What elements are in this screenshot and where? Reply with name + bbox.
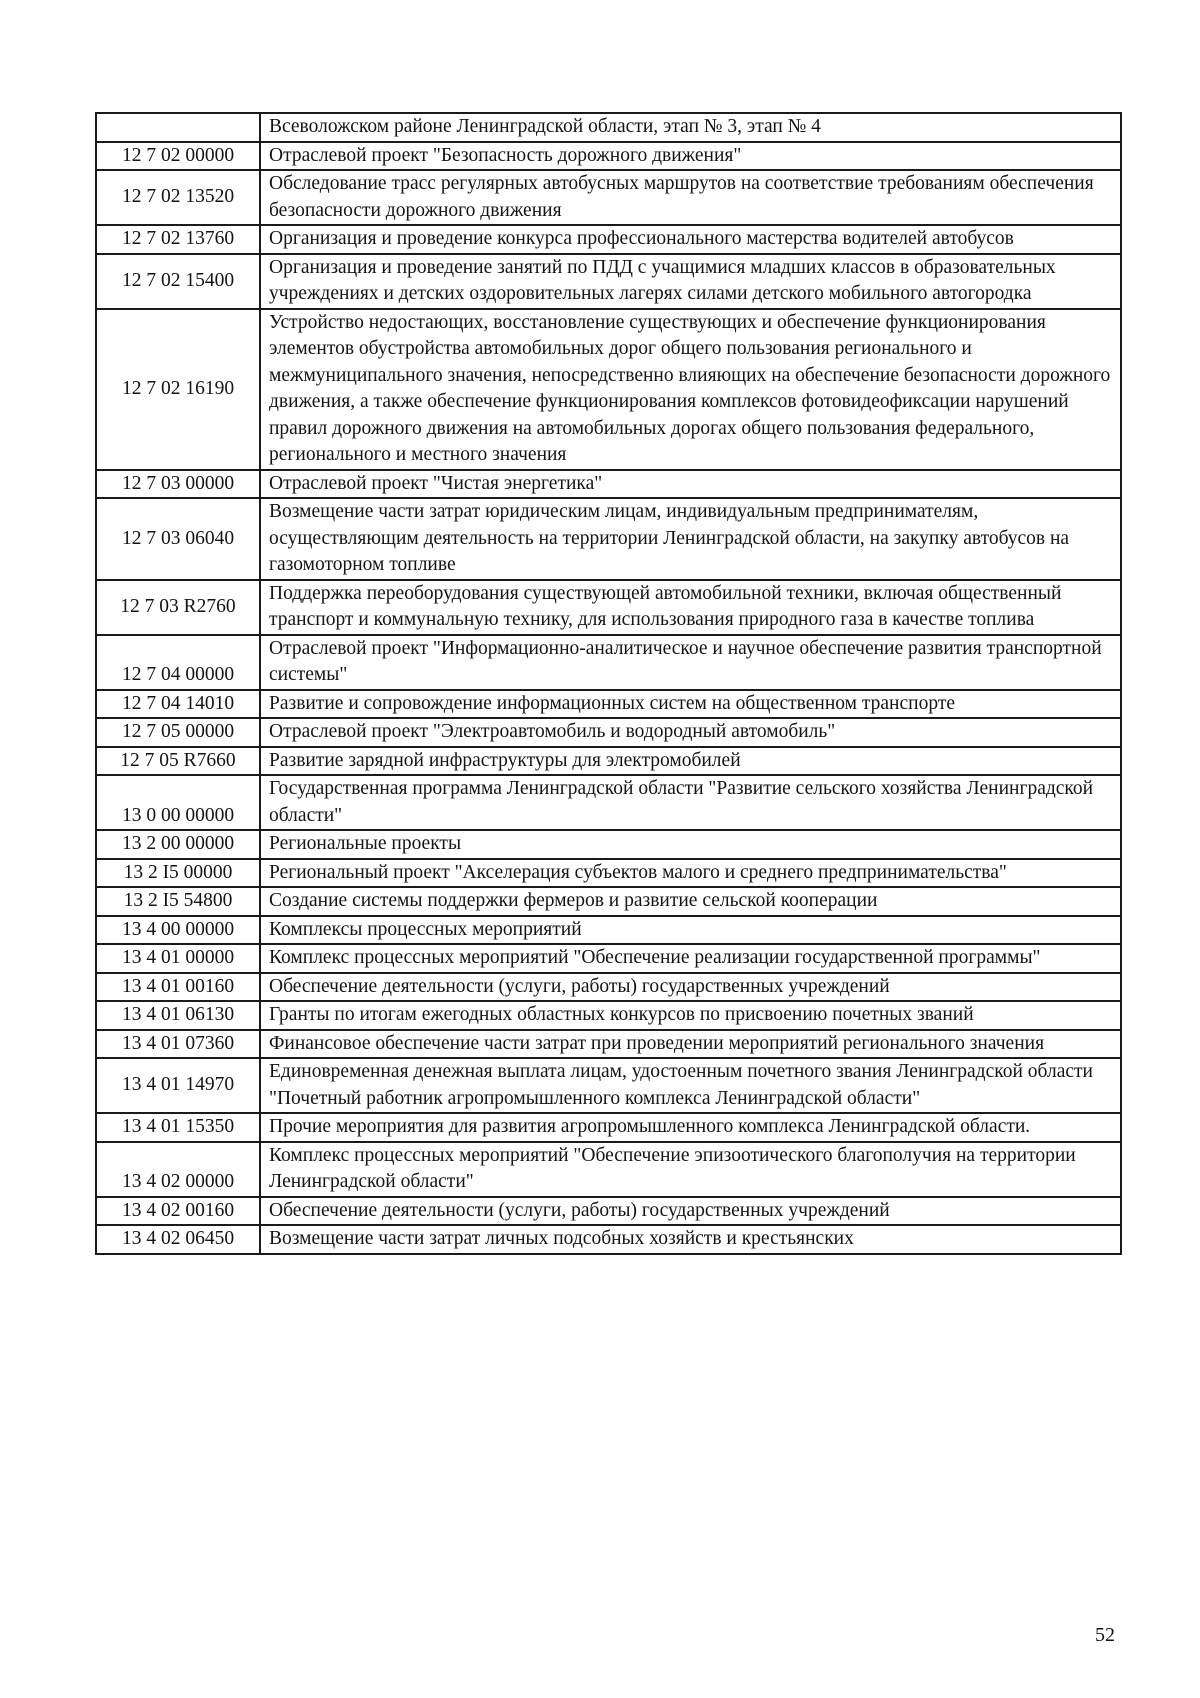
row-description: Развитие зарядной инфраструктуры для электромобилей	[260, 747, 1121, 776]
table-row	[96, 690, 1121, 719]
table-row	[96, 580, 1121, 635]
table-row	[96, 775, 1121, 830]
row-description: Гранты по итогам ежегодных областных конкурсов по присвоению почетных званий	[260, 1001, 1121, 1030]
row-description: Комплекс процессных мероприятий "Обеспечение эпизоотического благополучия на территории Ленинградской области"	[260, 1142, 1121, 1197]
row-description: Региональный проект "Акселерация субъектов малого и среднего предпринимательства"	[260, 859, 1121, 888]
row-code: 13 4 02 00160	[96, 1197, 260, 1226]
row-description: Создание системы поддержки фермеров и развитие сельской кооперации	[260, 887, 1121, 916]
table-row	[96, 113, 1121, 142]
table-row	[96, 1001, 1121, 1030]
row-description: Обеспечение деятельности (услуги, работы) государственных учреждений	[260, 1197, 1121, 1226]
row-code: 13 2 I5 54800	[96, 887, 260, 916]
row-code: 12 7 04 14010	[96, 690, 260, 719]
row-description: Региональные проекты	[260, 830, 1121, 859]
table-row	[96, 1142, 1121, 1197]
table-row	[96, 142, 1121, 171]
table-row	[96, 1058, 1121, 1113]
row-code: 12 7 03 R2760	[96, 580, 260, 635]
row-code: 13 4 01 15350	[96, 1113, 260, 1142]
row-code: 13 4 00 00000	[96, 916, 260, 945]
table-row	[96, 635, 1121, 690]
table-row	[96, 170, 1121, 225]
table-row	[96, 1030, 1121, 1059]
row-code: 12 7 03 06040	[96, 498, 260, 580]
row-description: Отраслевой проект "Чистая энергетика"	[260, 470, 1121, 499]
row-code	[96, 113, 260, 142]
row-code: 13 4 01 00160	[96, 973, 260, 1002]
row-code: 12 7 05 R7660	[96, 747, 260, 776]
row-description: Организация и проведение занятий по ПДД с учащимися младших классов в образовательных учреждениях и детских оздоровительных лагерях силами детского мобильного автогородка	[260, 254, 1121, 309]
row-description: Прочие мероприятия для развития агропромышленного комплекса Ленинградской области.	[260, 1113, 1121, 1142]
row-description: Возмещение части затрат личных подсобных хозяйств и крестьянских	[260, 1225, 1121, 1254]
row-code: 13 4 01 14970	[96, 1058, 260, 1113]
row-code: 12 7 02 13760	[96, 225, 260, 254]
table-row	[96, 1225, 1121, 1254]
table-row	[96, 1113, 1121, 1142]
row-description: Отраслевой проект "Безопасность дорожного движения"	[260, 142, 1121, 171]
row-code: 12 7 03 00000	[96, 470, 260, 499]
row-code: 12 7 02 00000	[96, 142, 260, 171]
row-description: Отраслевой проект "Электроавтомобиль и водородный автомобиль"	[260, 718, 1121, 747]
row-code: 13 4 01 06130	[96, 1001, 260, 1030]
page-number: 52	[1095, 1624, 1115, 1646]
table-row	[96, 973, 1121, 1002]
row-description: Единовременная денежная выплата лицам, удостоенным почетного звания Ленинградской области "Почетный работник агропромышленного комплекса Ленинградской области"	[260, 1058, 1121, 1113]
row-description: Возмещение части затрат юридическим лицам, индивидуальным предпринимателям, осуществляющим деятельность на территории Ленинградской области, на закупку автобусов на газомоторном топливе	[260, 498, 1121, 580]
row-code: 12 7 02 16190	[96, 309, 260, 470]
row-description: Финансовое обеспечение части затрат при проведении мероприятий регионального значения	[260, 1030, 1121, 1059]
table-row	[96, 470, 1121, 499]
row-code: 13 4 02 00000	[96, 1142, 260, 1197]
document-page	[95, 112, 1122, 1255]
row-description: Организация и проведение конкурса профессионального мастерства водителей автобусов	[260, 225, 1121, 254]
table-row	[96, 309, 1121, 470]
table-row	[96, 830, 1121, 859]
table-row	[96, 225, 1121, 254]
table-row	[96, 718, 1121, 747]
table-row	[96, 254, 1121, 309]
row-description: Обеспечение деятельности (услуги, работы) государственных учреждений	[260, 973, 1121, 1002]
row-description: Всеволожском районе Ленинградской области, этап № 3, этап № 4	[260, 113, 1121, 142]
table-row	[96, 1197, 1121, 1226]
table-body	[96, 113, 1121, 1254]
table-row	[96, 887, 1121, 916]
row-code: 13 2 I5 00000	[96, 859, 260, 888]
row-description: Обследование трасс регулярных автобусных маршрутов на соответствие требованиям обеспечения безопасности дорожного движения	[260, 170, 1121, 225]
row-description: Развитие и сопровождение информационных систем на общественном транспорте	[260, 690, 1121, 719]
row-code: 13 0 00 00000	[96, 775, 260, 830]
table-row	[96, 944, 1121, 973]
row-description: Отраслевой проект "Информационно-аналитическое и научное обеспечение развития транспортной системы"	[260, 635, 1121, 690]
row-code: 13 2 00 00000	[96, 830, 260, 859]
row-code: 13 4 01 00000	[96, 944, 260, 973]
row-description: Устройство недостающих, восстановление существующих и обеспечение функционирования элементов обустройства автомобильных дорог общего пользования регионального и межмуниципального значения, непосредственно влияющих на обеспечение безопасности дорожного движения, а также обеспечение функционирования комплексов фотовидеофиксации нарушений правил дорожного движения на автомобильных дорогах общего пользования федерального, регионального и местного значения	[260, 309, 1121, 470]
row-description: Государственная программа Ленинградской области "Развитие сельского хозяйства Ленинградской области"	[260, 775, 1121, 830]
row-code: 13 4 02 06450	[96, 1225, 260, 1254]
table-row	[96, 916, 1121, 945]
row-code: 13 4 01 07360	[96, 1030, 260, 1059]
row-code: 12 7 05 00000	[96, 718, 260, 747]
table-row	[96, 498, 1121, 580]
row-code: 12 7 04 00000	[96, 635, 260, 690]
budget-classification-table	[95, 112, 1122, 1255]
row-description: Комплексы процессных мероприятий	[260, 916, 1121, 945]
row-code: 12 7 02 15400	[96, 254, 260, 309]
table-row	[96, 859, 1121, 888]
row-description: Поддержка переоборудования существующей автомобильной техники, включая общественный транспорт и коммунальную технику, для использования природного газа в качестве топлива	[260, 580, 1121, 635]
table-row	[96, 747, 1121, 776]
row-code: 12 7 02 13520	[96, 170, 260, 225]
row-description: Комплекс процессных мероприятий "Обеспечение реализации государственной программы"	[260, 944, 1121, 973]
